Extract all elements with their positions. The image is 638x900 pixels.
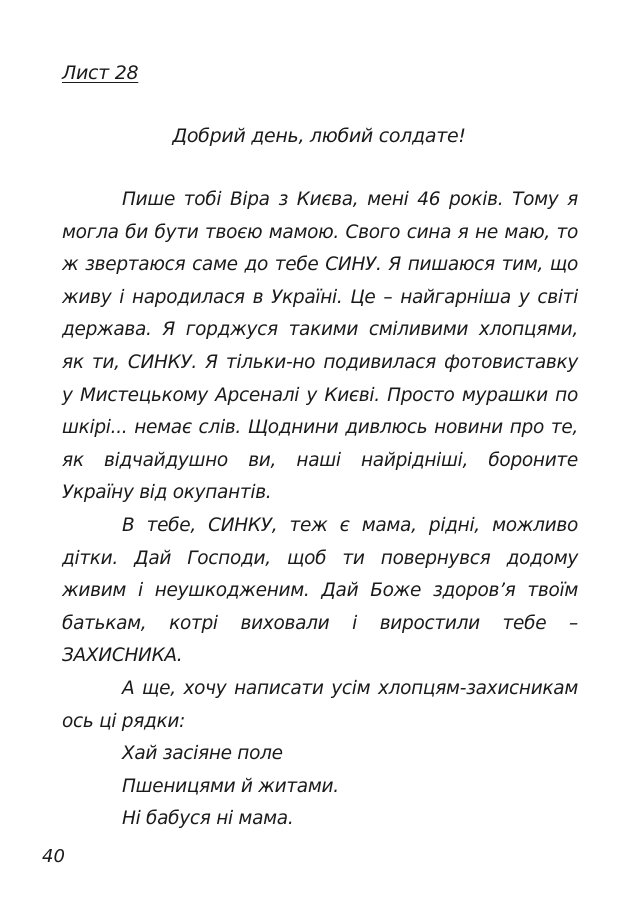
page-number: 40 [42, 846, 65, 867]
paragraph-3: А ще, хочу написати усім хлопцям-захисникам ось ці рядки: [62, 677, 578, 732]
letter-title: Лист 28 [62, 62, 139, 84]
letter-body [62, 184, 578, 836]
poem-line-1: Хай засіяне поле [122, 743, 283, 765]
poem-block [62, 738, 578, 836]
poem-line-3: Ні бабуся ні мама. [122, 808, 294, 830]
paragraph-1: Пише тобі Віра з Києва, мені 46 років. Тому я могла би бути твоєю мамою. Свого сина я не маю, то ж звертаюся саме до тебе СИНУ. Я пишаюся тим, що живу і народилася в Україні. Це – найгарніша у світі держава. Я горджуся такими сміливими хлопцями, як ти, СИНКУ. Я тільки-но подивилася фотовиставку у Мистецькому Арсеналі у Києві. Просто мурашки по шкірі... немає слів. Щоднини дивлюсь новини про те, як відчайдушно ви, наші найрідніші, бороните Україну від окупантів. [62, 189, 578, 504]
paragraph-2: В тебе, СИНКУ, теж є мама, рідні, можливо дітки. Дай Господи, щоб ти повернувся додому живим і неушкодженим. Дай Боже здоров’я твоїм батькам, котрі виховали і виростили тебе – ЗАХИСНИКА. [62, 514, 578, 667]
poem-line-2: Пшеницями й житами. [122, 775, 339, 797]
letter-greeting: Добрий день, любий солдате! [172, 125, 466, 147]
